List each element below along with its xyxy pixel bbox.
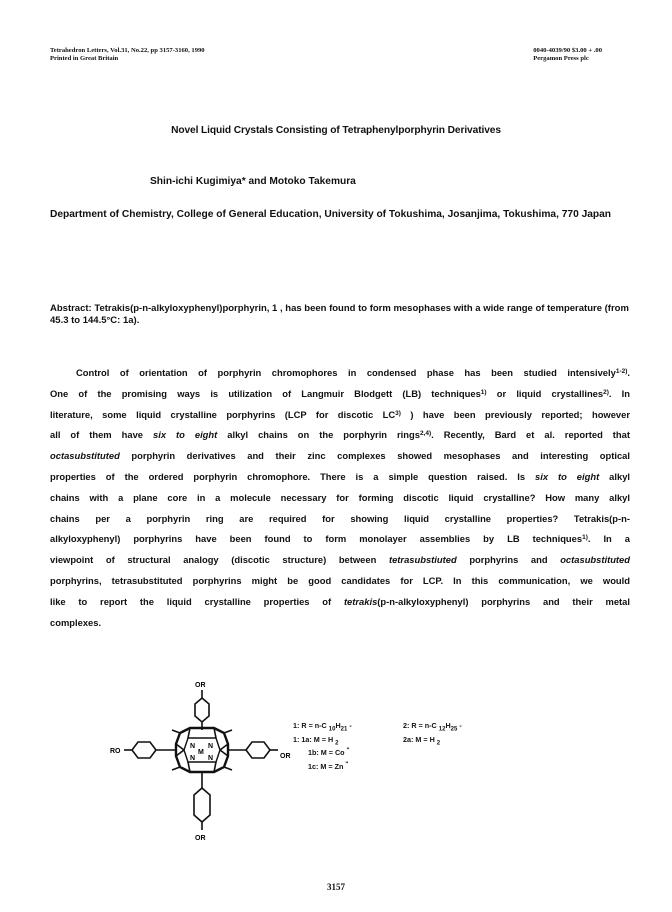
- body-line-7: chains with a plane core in a molecule necessary for forming discotic liquid crystalline? How many alkyl: [50, 491, 630, 503]
- body-line-10: viewpoint of structural analogy (discotic structure) between tetrasubstiuted porphyrins and octasubstituted: [50, 554, 630, 566]
- substituent-or-top: OR: [195, 682, 206, 689]
- metal-label: M: [198, 749, 204, 756]
- printed-in: Printed in Great Britain: [50, 55, 119, 63]
- substituent-ro-left: RO: [110, 748, 121, 755]
- affiliation: Department of Chemistry, College of General Education, University of Tokushima, Josanjima, Tokushima, 770 Japan: [50, 209, 612, 220]
- body-line-11: porphyrins, tetrasubstituted porphyrins might be good candidates for LCP. In this communication, we would: [50, 574, 630, 586]
- abstract-text: Tetrakis(p-n-alkyloxyphenyl)porphyrin, 1 , has been found to form mesophases with a wide range of temperature (from 45.3 to 144.5°C: 1a).: [50, 303, 629, 326]
- body-text: [50, 363, 630, 633]
- legend-row-1: 1: R = n-C $_{10}H_{21}$ - 2: R = n-C $_{12}H_{25}$ -: [293, 721, 462, 733]
- body-line-1: Control of orientation of porphyrin chromophores in condensed phase has been studied intensively$^{1-2)}$.: [76, 367, 630, 378]
- body-line-9: alkyloxyphenyl) porphyrins have been found to form monolayer assemblies by LB techniques$^{1)}$. In a: [50, 533, 630, 545]
- substituent-or-right: OR: [280, 753, 291, 760]
- issn-price: 0040-4039/90 $3.00 + .00: [533, 47, 602, 54]
- abstract: [50, 303, 630, 327]
- substituent-or-bottom: OR: [195, 835, 206, 842]
- legend-row-3: 1b: M = Co ": [308, 747, 350, 757]
- page-number: 3157: [327, 882, 345, 892]
- nitrogen-label-1: N: [190, 743, 196, 750]
- porphyrin-structure: [110, 678, 310, 853]
- body-line-8: chains per a porphyrin ring are required for showing liquid crystalline properties? Tetrakis(p-n-: [50, 512, 630, 524]
- body-line-12: like to report the liquid crystalline properties of tetrakis(p-n-alkyloxyphenyl) porphyrins and their metal: [50, 595, 631, 607]
- journal-citation: Tetrahedron Letters, Vol.31, No.22, pp 3157-3160, 1990: [50, 47, 205, 54]
- nitrogen-label-3: N: [190, 755, 196, 762]
- authors: Shin-ichi Kugimiya* and Motoko Takemura: [150, 176, 356, 187]
- publisher: Pergamon Press plc: [533, 55, 589, 63]
- nitrogen-label-4: N: [208, 755, 214, 762]
- body-line-5: octasubstituted porphyrin derivatives and their zinc complexes showed mesophases and interesting optical: [50, 450, 630, 462]
- paper-title: Novel Liquid Crystals Consisting of Tetraphenylporphyrin Derivatives: [171, 125, 501, 136]
- abstract-label: Abstract:: [50, 303, 92, 314]
- body-line-3: literature, some liquid crystalline porphyrins (LCP for discotic LC$^{3)}$ ) have been previously reported; however: [50, 408, 630, 420]
- journal-header: [50, 47, 205, 64]
- body-line-2: One of the promising ways is utilization of Langmuir Blodgett (LB) techniques$^{1)}$ or liquid crystallines$^{2)}$. In: [50, 387, 631, 399]
- structure-bonds: [124, 690, 278, 830]
- price-header: [533, 47, 602, 64]
- compound-legend: [293, 719, 462, 773]
- body-line-6: properties of the ordered porphyrin chromophore. There is a simple question raised. Is six to eight alkyl: [50, 470, 631, 482]
- legend-row-4: 1c: M = Zn ": [308, 760, 349, 771]
- legend-row-2: 1: 1a: M = H $_2$ 2a: M = H $_2$: [293, 734, 441, 746]
- body-line-4: all of them have six to eight alkyl chains on the porphyrin rings$^{2,4)}$. Recently, Bard et al. reported that: [50, 429, 630, 441]
- nitrogen-label-2: N: [208, 743, 214, 750]
- body-line-13: complexes.: [50, 616, 102, 628]
